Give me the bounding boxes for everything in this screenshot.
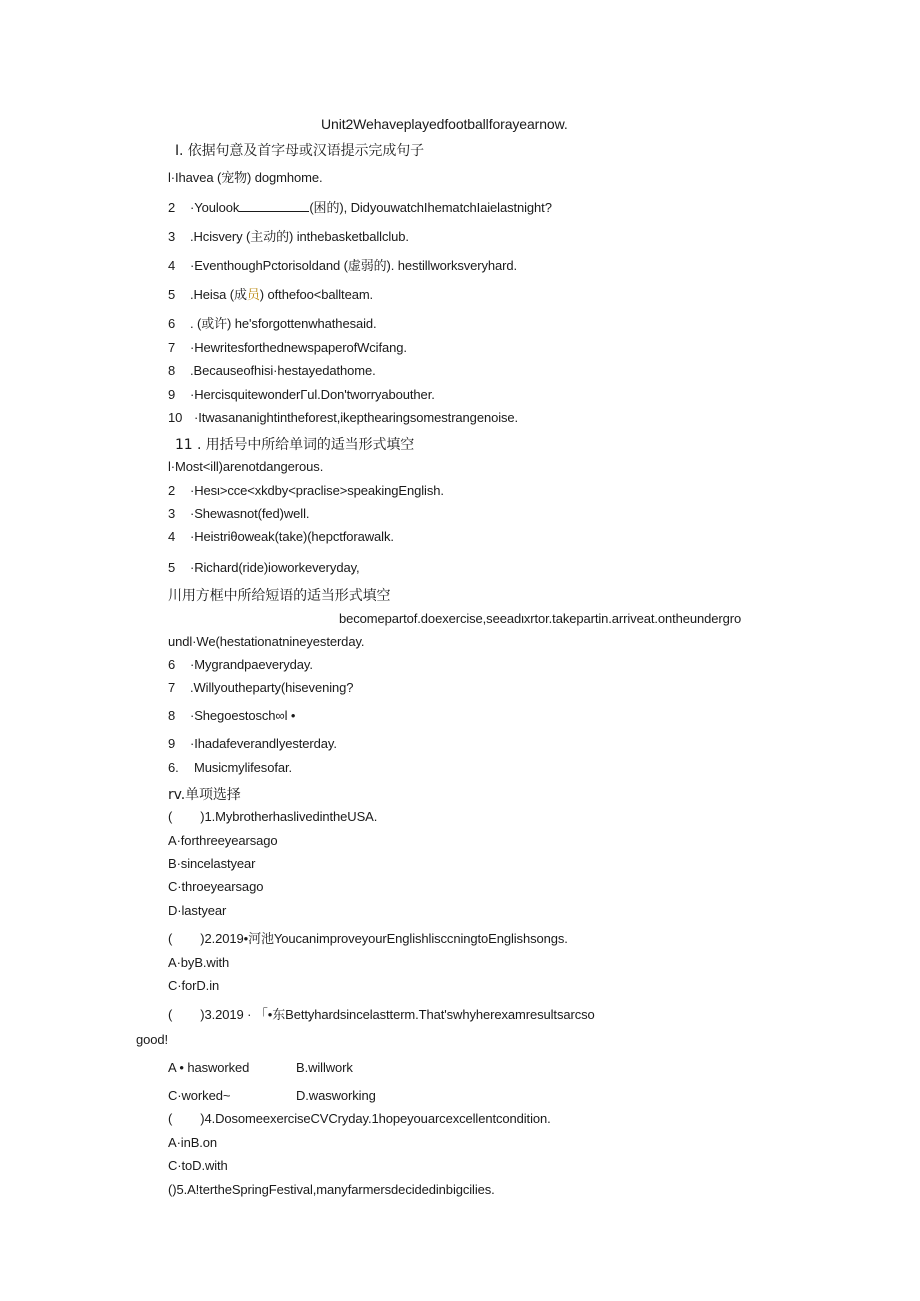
question-text-suffix: (困的), DidyouwatchIhematchIaielastnight? — [309, 200, 552, 215]
question-2-1 — [168, 459, 323, 474]
answer-paren[interactable]: ( — [168, 1111, 173, 1126]
question-text: ·HewritesforthednewspaperofWcifang. — [190, 340, 407, 355]
mc-question-2 — [168, 928, 568, 947]
question-text-prefix: ·Youlook — [190, 200, 240, 215]
question-3-8 — [168, 708, 295, 723]
question-text: ·Ihadafeverandlyesterday. — [190, 736, 337, 751]
question-number: l· — [168, 459, 176, 474]
answer-paren[interactable]: ( — [168, 931, 173, 946]
question-1-6 — [168, 313, 377, 332]
section-3-heading: 川用方框中所给短语的适当形式填空 — [168, 588, 391, 604]
question-text: ·Itwasananightintheforest,ikepthearingsomestrangenoise. — [194, 410, 519, 425]
mc-option[interactable]: C·worked~ — [168, 1088, 231, 1103]
question-number: 10 — [168, 410, 183, 425]
mc-question-1 — [168, 809, 377, 824]
mc-option[interactable]: B.willwork — [296, 1060, 353, 1075]
page-title: Unit2Wehaveplayedfootballforayearnow. — [321, 116, 568, 132]
question-number: 3 — [168, 229, 176, 244]
question-text: . (或许) he'sforgottenwhathesaid. — [190, 316, 377, 331]
question-text: ·HercisquitewonderΓul.Don'tworryabouther. — [190, 387, 435, 402]
question-text: ·Hesι>cce<xkdby<praclise>speakingEnglish. — [190, 483, 444, 498]
question-text-suffix: ) ofthefoo<ballteam. — [259, 287, 374, 302]
question-1-8 — [168, 363, 376, 378]
question-number: 7 — [168, 680, 176, 695]
question-1-9 — [168, 387, 435, 402]
mc-option[interactable]: A • hasworked — [168, 1060, 250, 1075]
question-text: )3.2019 · 「•东Bettyhardsincelastterm.That'swhyherexamresultsarcso — [200, 1007, 595, 1022]
question-text: Musicmylifesofar. — [194, 760, 292, 775]
question-text: ·Shegoestosch∞l • — [190, 708, 296, 723]
mc-option[interactable]: A·forthreeyearsago — [168, 833, 278, 848]
question-continuation: good! — [136, 1032, 169, 1047]
section-4-heading: rv.单项选择 — [168, 787, 241, 803]
question-number: 6. — [168, 760, 179, 775]
question-number: 4 — [168, 529, 176, 544]
mc-option[interactable]: C·toD.with — [168, 1158, 228, 1173]
phrase-box-line-2: undl·We(hestationatnineyesterday. — [168, 634, 365, 649]
question-number: 5 — [168, 287, 176, 302]
section-2-heading: 11 . 用括号中所给单词的适当形式填空 — [175, 437, 415, 453]
answer-paren[interactable]: ( — [168, 1007, 173, 1022]
question-text: ·EventhoughPctorisoldand (虚弱的). hestillworksveryhard. — [190, 258, 518, 273]
question-text: ·Richard(ride)ioworkeveryday, — [190, 560, 360, 575]
mc-question-5: ()5.A!tertheSpringFestival,manyfarmersdecidedinbigcilies. — [168, 1182, 495, 1197]
question-number: 6 — [168, 316, 176, 331]
question-1-4 — [168, 255, 517, 274]
question-1-10 — [168, 410, 518, 425]
mc-question-3 — [168, 1004, 595, 1023]
question-3-10 — [168, 760, 292, 775]
question-text: ·Shewasnot(fed)well. — [190, 506, 310, 521]
mc-option[interactable]: B·sincelastyear — [168, 856, 256, 871]
mc-option[interactable]: D·lastyear — [168, 903, 227, 918]
mc-option[interactable]: D.wasworking — [296, 1088, 376, 1103]
question-text: ·Heistriθoweak(take)(hepctforawalk. — [190, 529, 394, 544]
question-text: .Becauseofhisi·hestayedathome. — [190, 363, 376, 378]
question-number: 4 — [168, 258, 176, 273]
question-text-prefix: .Heisa (成 — [190, 287, 247, 302]
question-1-5 — [168, 284, 373, 303]
mc-option[interactable]: C·throeyearsago — [168, 879, 264, 894]
question-number: 6 — [168, 657, 176, 672]
question-2-5 — [168, 560, 360, 575]
question-text: Ihavea (宠物) dogmhome. — [175, 170, 323, 185]
question-number: 2 — [168, 483, 176, 498]
question-number: 7 — [168, 340, 176, 355]
phrase-box-line-1: becomepartof.doexercise,seeadιxrtor.takepartin.arriveat.ontheundergro — [339, 611, 742, 626]
question-2-2 — [168, 483, 444, 498]
question-1-2 — [168, 197, 552, 216]
question-3-6 — [168, 657, 313, 672]
question-number: 8 — [168, 708, 176, 723]
question-text: )2.2019•河池YoucanimproveyourEnglishlisccningtoEnglishsongs. — [200, 931, 568, 946]
answer-blank[interactable] — [239, 200, 309, 212]
question-1-7 — [168, 340, 407, 355]
question-number: 9 — [168, 387, 176, 402]
mc-option[interactable]: C·forD.in — [168, 978, 220, 993]
question-text: ·Mygrandpaeveryday. — [190, 657, 313, 672]
question-text: .Willyoutheparty(hisevening? — [190, 680, 354, 695]
question-text: .Hcisvery (主动的) inthebasketballclub. — [190, 229, 409, 244]
question-number: 8 — [168, 363, 176, 378]
answer-paren[interactable]: ( — [168, 809, 173, 824]
mc-option[interactable]: A·inB.on — [168, 1135, 218, 1150]
question-1-3 — [168, 226, 409, 245]
hint-character: 员 — [246, 287, 260, 302]
question-3-7 — [168, 680, 353, 695]
mc-option[interactable]: A·byB.with — [168, 955, 230, 970]
question-number: 9 — [168, 736, 176, 751]
question-text: )4.DosomeexerciseCVCryday.1hopeyouarcexcellentcondition. — [200, 1111, 551, 1126]
question-text: )1.MybrotherhaslivedintheUSA. — [200, 809, 378, 824]
question-number: 2 — [168, 200, 176, 215]
question-2-3 — [168, 506, 309, 521]
question-number: 5 — [168, 560, 176, 575]
question-1-1 — [168, 167, 323, 186]
mc-question-4 — [168, 1111, 551, 1126]
question-text: Most<ill)arenotdangerous. — [175, 459, 324, 474]
question-number: 3 — [168, 506, 176, 521]
question-number: l· — [168, 170, 176, 185]
question-3-9 — [168, 736, 337, 751]
section-1-heading: I. 依据句意及首字母或汉语提示完成句子 — [175, 143, 425, 159]
question-2-4 — [168, 529, 394, 544]
